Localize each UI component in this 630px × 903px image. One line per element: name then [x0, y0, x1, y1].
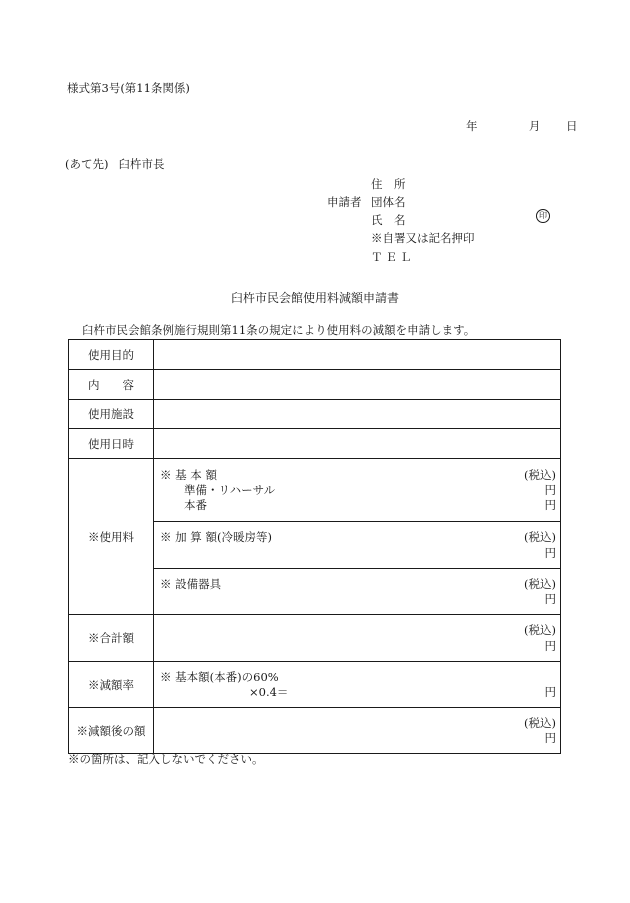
- after-reduction-yen: 円: [544, 731, 556, 745]
- datetime-label: 使用日時: [69, 429, 154, 459]
- table-row-total: [69, 615, 561, 662]
- total-label: ※合計額: [69, 615, 154, 662]
- applicant-tel-label: ＴＥＬ: [371, 250, 415, 264]
- additional-fee-tax-note: (税込): [524, 530, 556, 544]
- intro-text: 臼杵市民会館条例施行規則第11条の規定により使用料の減額を申請します。: [82, 323, 476, 337]
- total-tax-note: (税込): [524, 623, 556, 637]
- additional-fee-label: ※ 加 算 額(冷暖房等): [160, 530, 272, 544]
- table-row-basic-fee: [69, 459, 561, 522]
- reduction-rate-label: ※減額率: [69, 662, 154, 708]
- purpose-field[interactable]: [154, 340, 561, 370]
- performance-yen: 円: [544, 498, 556, 512]
- facility-field[interactable]: [154, 400, 561, 429]
- applicant-name-label: 氏 名: [371, 213, 406, 227]
- basic-fee-cell[interactable]: [154, 459, 561, 522]
- content-label: 内 容: [69, 370, 154, 400]
- total-cell: [154, 615, 561, 662]
- addressee-prefix: (あて先): [65, 157, 109, 171]
- after-reduction-cell: [154, 708, 561, 754]
- reduction-yen: 円: [544, 685, 556, 699]
- equipment-tax-note: (税込): [524, 577, 556, 591]
- table-row-purpose: [69, 340, 561, 370]
- document-title: 臼杵市民会館使用料減額申請書: [230, 291, 399, 305]
- rehearsal-label: 準備・リハーサル: [184, 483, 276, 497]
- addressee: [65, 156, 164, 172]
- fee-label: ※使用料: [69, 459, 154, 615]
- applicant-address-label: 住 所: [371, 177, 406, 191]
- basic-fee-tax-note: (税込): [524, 468, 556, 482]
- reduction-rate-text: ※ 基本額(本番)の60%: [160, 670, 279, 684]
- rehearsal-yen: 円: [544, 483, 556, 497]
- facility-label: 使用施設: [69, 400, 154, 429]
- additional-fee-yen: 円: [544, 546, 556, 560]
- equipment-yen: 円: [544, 592, 556, 606]
- seal-mark: 印: [536, 209, 550, 223]
- equipment-cell[interactable]: [154, 569, 561, 615]
- signature-note: ※自署又は記名押印: [371, 231, 475, 245]
- date-line: [466, 118, 577, 134]
- table-row-datetime: [69, 429, 561, 459]
- applicant-group-label: 団体名: [371, 195, 406, 209]
- addressee-name: 臼杵市長: [118, 157, 165, 171]
- after-reduction-tax-note: (税込): [524, 716, 556, 730]
- applicant-label: 申請者: [327, 195, 362, 209]
- basic-fee-label: ※ 基 本 額: [160, 468, 217, 482]
- date-month: 月: [528, 119, 541, 133]
- table-row-content: [69, 370, 561, 400]
- purpose-label: 使用目的: [69, 340, 154, 370]
- table-row-reduction-rate: [69, 662, 561, 708]
- form-number: 様式第3号(第11条関係): [67, 81, 190, 95]
- after-reduction-label: ※減額後の額: [69, 708, 154, 754]
- reduction-formula: ×0.4＝: [249, 685, 289, 699]
- datetime-field[interactable]: [154, 429, 561, 459]
- total-yen: 円: [544, 639, 556, 653]
- table-row-after-reduction: [69, 708, 561, 754]
- footnote: ※の箇所は、記入しないでください。: [68, 752, 264, 766]
- equipment-label: ※ 設備器具: [160, 577, 222, 591]
- performance-label: 本番: [184, 498, 207, 512]
- reduction-rate-cell: [154, 662, 561, 708]
- date-day: 日: [565, 119, 578, 133]
- application-table: [68, 339, 561, 754]
- additional-fee-cell[interactable]: [154, 522, 561, 569]
- date-year: 年: [466, 119, 478, 133]
- content-field[interactable]: [154, 370, 561, 400]
- table-row-facility: [69, 400, 561, 429]
